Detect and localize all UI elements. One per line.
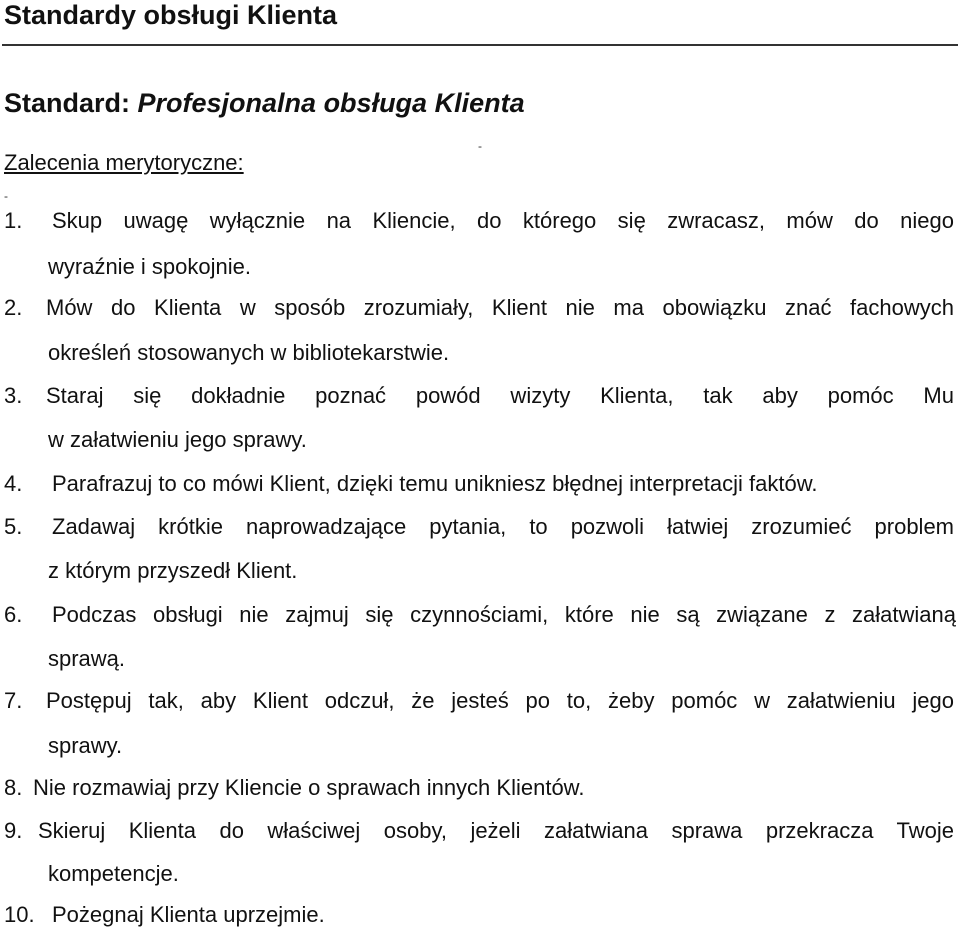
item-number: 1. — [4, 208, 23, 233]
item-text-line: sprawą. — [48, 646, 126, 671]
item-number: 4. — [4, 471, 23, 496]
item-text-line: Zadawaj krótkie naprowadzające pytania, to pozwoli łatwiej zrozumieć problem — [52, 514, 954, 539]
item-text-line: Postępuj tak, aby Klient odczuł, że jesteś po to, żeby pomóc w załatwieniu jego — [46, 688, 954, 713]
item-text-line: wyraźnie i spokojnie. — [48, 254, 251, 279]
item-text-line: Skieruj Klienta do właściwej osoby, jeżeli załatwiana sprawa przekracza Twoje — [38, 818, 954, 843]
item-text-line: kompetencje. — [48, 861, 179, 886]
item-text-line: Nie rozmawiaj przy Kliencie o sprawach innych Klientów. — [33, 775, 585, 800]
item-number: 5. — [4, 514, 23, 539]
stray-mark: - — [4, 189, 8, 203]
document-title: Standardy obsługi Klienta — [4, 0, 338, 30]
item-text-line: Pożegnaj Klienta uprzejmie. — [52, 902, 325, 927]
item-number: 3. — [4, 383, 23, 408]
item-text-line: w załatwieniu jego sprawy. — [48, 427, 307, 452]
title-divider — [2, 44, 958, 46]
stray-mark: - — [478, 139, 482, 153]
item-text-line: Staraj się dokładnie poznać powód wizyty Klienta, tak aby pomóc Mu — [46, 383, 954, 408]
item-number: 7. — [4, 688, 23, 713]
item-number: 2. — [4, 295, 23, 320]
item-text-line: Podczas obsługi nie zajmuj się czynnościami, które nie są związane z załatwianą — [52, 602, 956, 627]
recommendations-label: Zalecenia merytoryczne: — [4, 150, 244, 175]
item-text-line: sprawy. — [48, 733, 123, 758]
item-number: 6. — [4, 602, 23, 627]
standard-name: Profesjonalna obsługa Klienta — [137, 88, 525, 118]
item-text-line: Parafrazuj to co mówi Klient, dzięki temu unikniesz błędnej interpretacji faktów. — [52, 471, 818, 496]
item-number: 8. — [4, 775, 23, 800]
standard-prefix: Standard: — [4, 88, 138, 118]
item-text-line: określeń stosowanych w bibliotekarstwie. — [48, 340, 450, 365]
standard-heading — [4, 86, 525, 120]
item-number: 10. — [4, 902, 35, 927]
item-text-line: Mów do Klienta w sposób zrozumiały, Klient nie ma obowiązku znać fachowych — [46, 295, 954, 320]
item-text-line: Skup uwagę wyłącznie na Kliencie, do którego się zwracasz, mów do niego — [52, 208, 954, 233]
item-text-line: z którym przyszedł Klient. — [48, 558, 298, 583]
item-number: 9. — [4, 818, 23, 843]
